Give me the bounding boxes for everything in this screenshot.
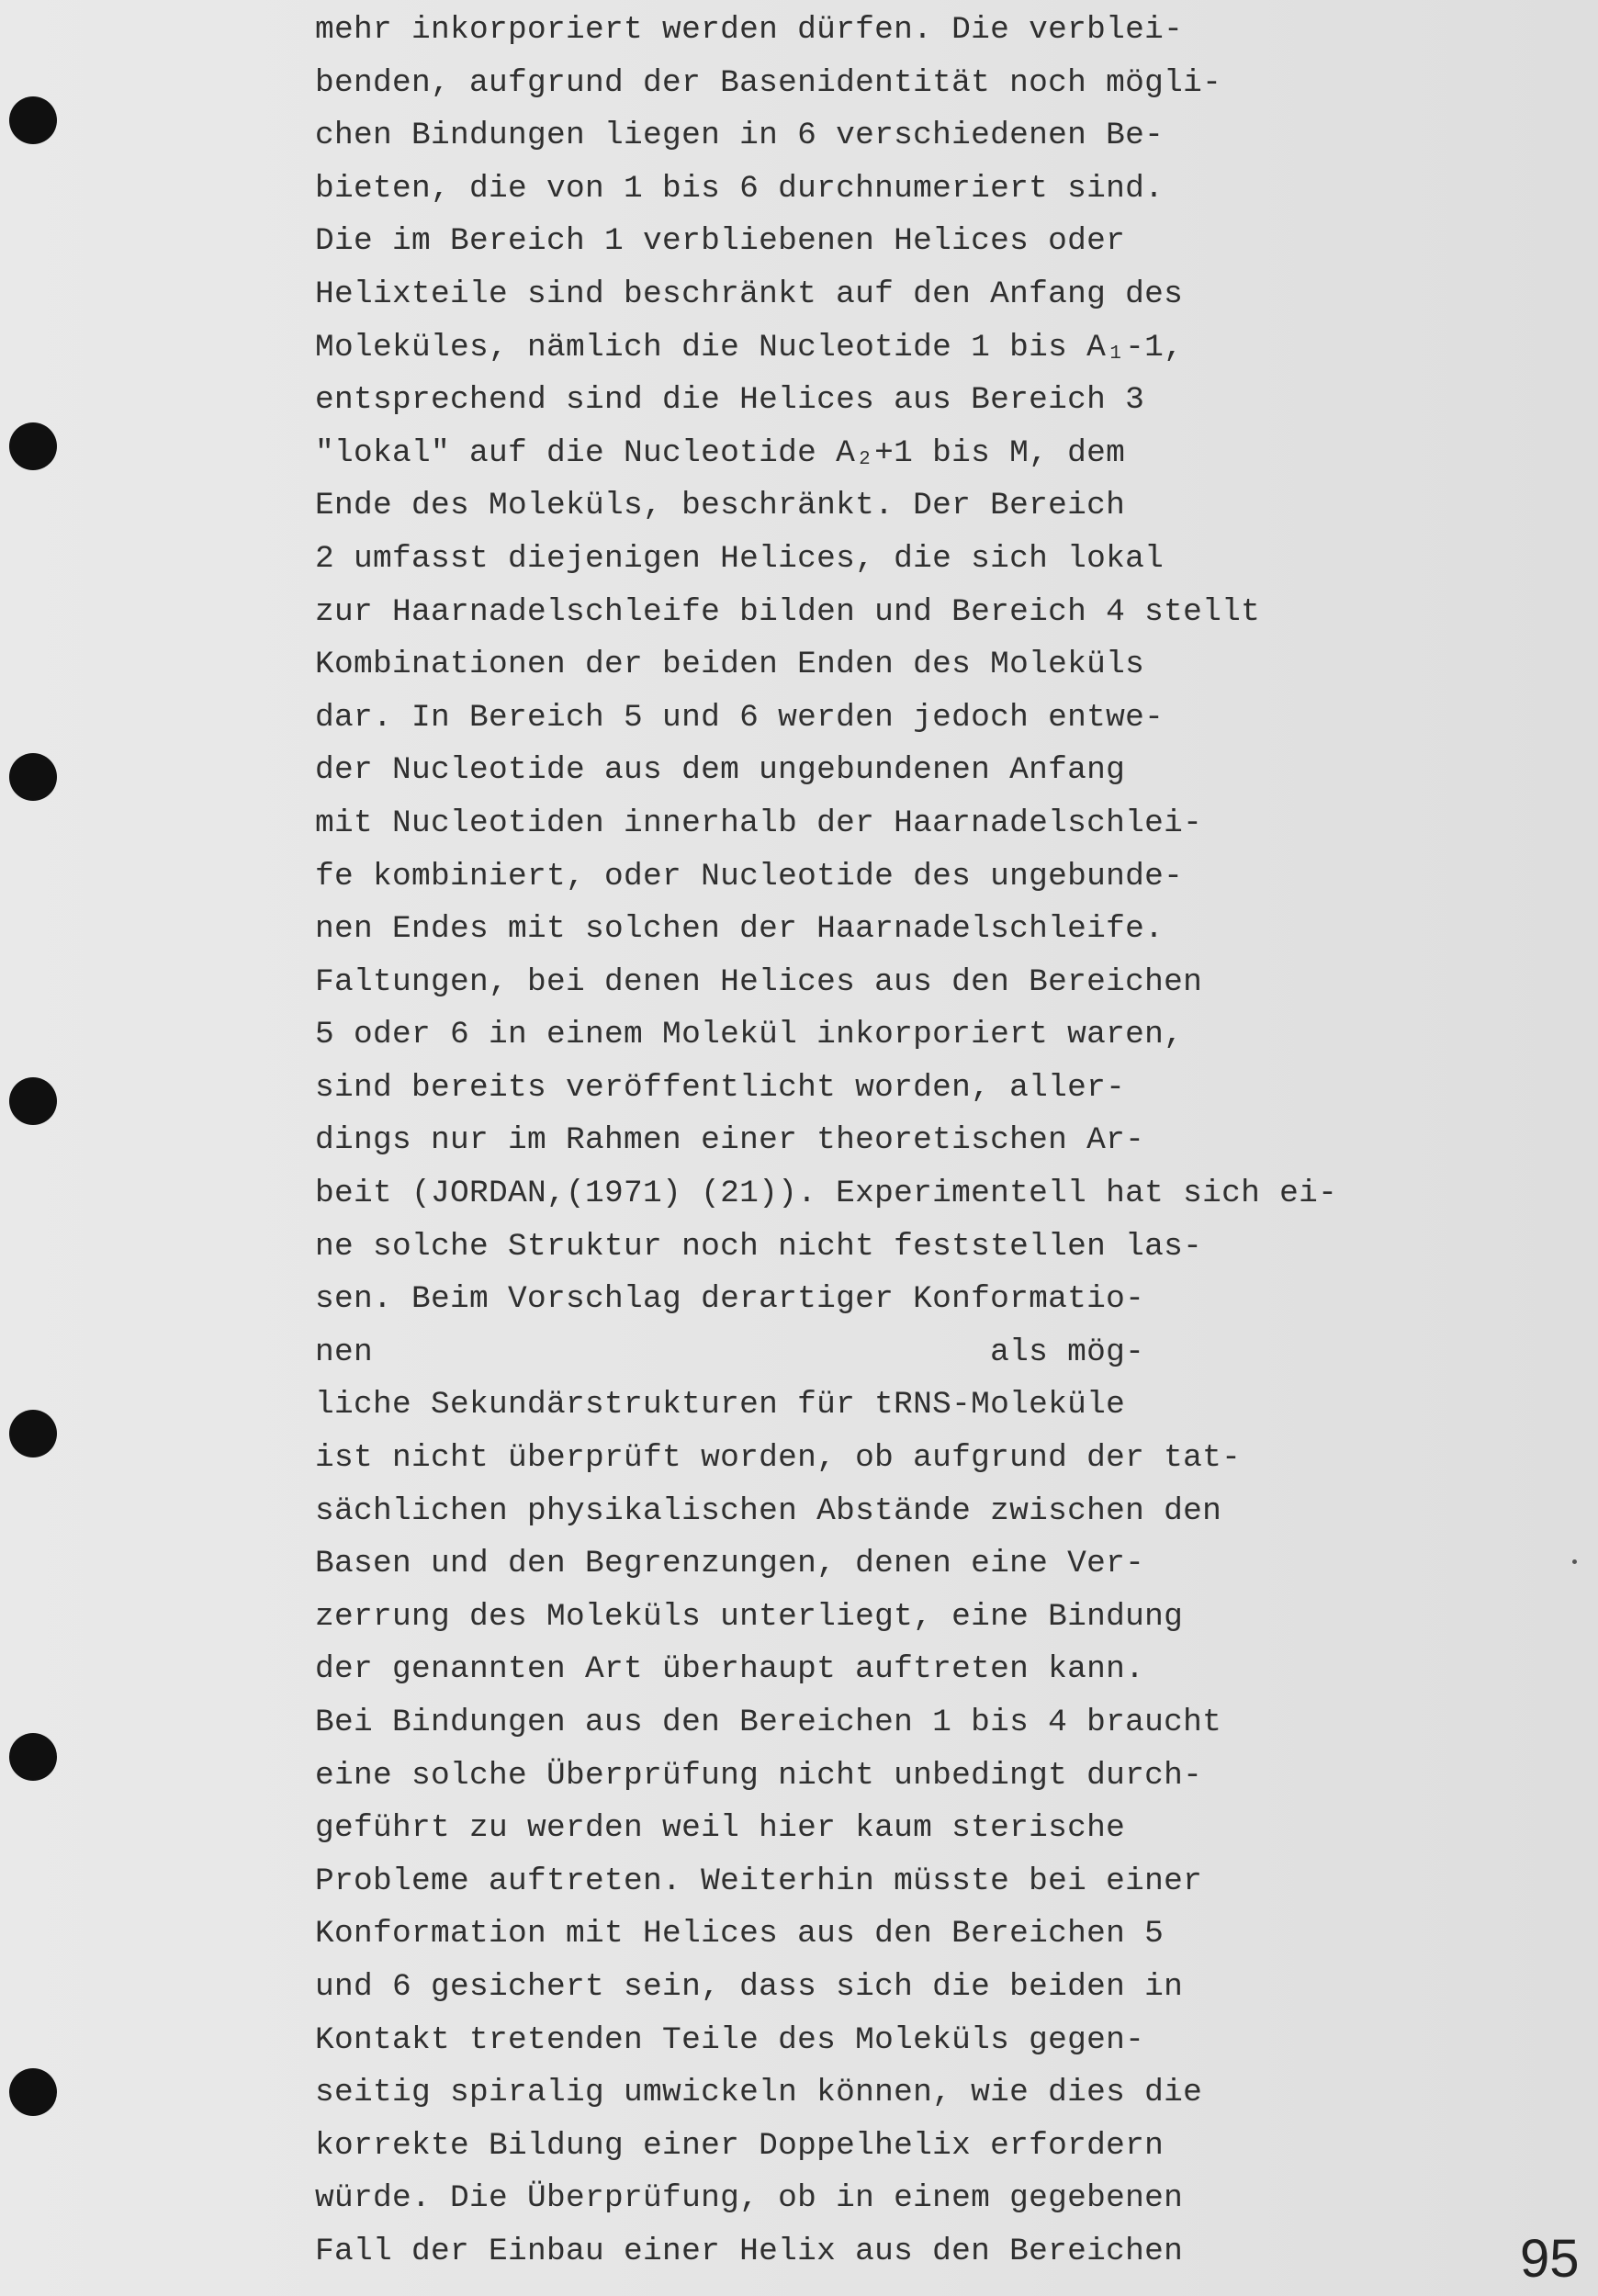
text-line: sen. Beim Vorschlag derartiger Konformatio- <box>315 1281 1145 1318</box>
punch-hole <box>9 1410 57 1458</box>
text-line: Probleme auftreten. Weiterhin müsste bei einer <box>315 1863 1203 1899</box>
text-line: Basen und den Begrenzungen, denen eine Ver- <box>315 1546 1145 1582</box>
text-line: Ende des Moleküls, beschränkt. Der Bereich <box>315 488 1126 524</box>
text-line: dar. In Bereich 5 und 6 werden jedoch entwe- <box>315 699 1165 736</box>
text-line: mit Nucleotiden innerhalb der Haarnadelschlei- <box>315 805 1203 841</box>
text-line: beit (JORDAN,(1971) (21)). Experimentell hat sich ei- <box>315 1176 1338 1212</box>
text-line: 5 oder 6 in einem Molekül inkorporiert waren, <box>315 1017 1184 1053</box>
text-line: sind bereits veröffentlicht worden, aller- <box>315 1069 1126 1106</box>
punch-hole <box>9 422 57 470</box>
text-line: Faltungen, bei denen Helices aus den Bereichen <box>315 963 1203 1000</box>
text-line: mehr inkorporiert werden dürfen. Die verblei- <box>315 12 1184 48</box>
page-number: 95 <box>1520 2229 1580 2289</box>
text-line: zerrung des Moleküls unterliegt, eine Bindung <box>315 1598 1184 1635</box>
text-line: der genannten Art überhaupt auftreten kann. <box>315 1651 1145 1688</box>
text-line: dings nur im Rahmen einer theoretischen Ar- <box>315 1122 1145 1159</box>
text-line: Konformation mit Helices aus den Bereichen 5 <box>315 1916 1165 1953</box>
punch-hole <box>9 96 57 144</box>
text-line: Helixteile sind beschränkt auf den Anfang des <box>315 276 1184 312</box>
text-line: würde. Die Überprüfung, ob in einem gegebenen <box>315 2180 1184 2217</box>
punch-hole <box>9 753 57 801</box>
text-line: Fall der Einbau einer Helix aus den Bereichen <box>315 2233 1184 2269</box>
text-line: liche Sekundärstrukturen für tRNS-Moleküle <box>315 1387 1126 1424</box>
text-line: korrekte Bildung einer Doppelhelix erfordern <box>315 2127 1165 2164</box>
text-line: sächlichen physikalischen Abstände zwischen den <box>315 1492 1222 1529</box>
punch-hole <box>9 2068 57 2116</box>
punch-hole <box>9 1077 57 1125</box>
text-line: 2 umfasst diejenigen Helices, die sich lokal <box>315 540 1165 577</box>
text-line: zur Haarnadelschleife bilden und Bereich 4 stellt <box>315 593 1261 630</box>
ink-speck <box>1572 1559 1577 1564</box>
typewritten-text <box>315 4 1564 2279</box>
text-line: "lokal" auf die Nucleotide A₂+1 bis M, dem <box>315 434 1126 471</box>
text-line: der Nucleotide aus dem ungebundenen Anfang <box>315 752 1126 789</box>
text-line: Kombinationen der beiden Enden des Moleküls <box>315 647 1145 683</box>
text-line: seitig spiralig umwickeln können, wie dies die <box>315 2075 1203 2111</box>
text-line: geführt zu werden weil hier kaum sterische <box>315 1810 1126 1847</box>
text-line: benden, aufgrund der Basenidentität noch mögli- <box>315 64 1222 101</box>
text-line: Bei Bindungen aus den Bereichen 1 bis 4 braucht <box>315 1705 1222 1740</box>
text-line: eine solche Überprüfung nicht unbedingt durch- <box>315 1757 1203 1794</box>
text-line: chen Bindungen liegen in 6 verschiedenen Be- <box>315 118 1165 154</box>
text-line: ist nicht überprüft worden, ob aufgrund der tat- <box>315 1440 1242 1477</box>
text-line: nen Endes mit solchen der Haarnadelschleife. <box>315 911 1165 948</box>
text-line: und 6 gesichert sein, dass sich die beiden in <box>315 1968 1184 2005</box>
punch-hole <box>9 1733 57 1781</box>
text-line: ne solche Struktur noch nicht feststellen las- <box>315 1228 1203 1265</box>
punch-holes <box>9 0 64 2296</box>
text-line: entsprechend sind die Helices aus Bereich 3 <box>315 382 1145 419</box>
text-line: Kontakt tretenden Teile des Moleküls gegen- <box>315 2021 1145 2058</box>
text-line: Moleküles, nämlich die Nucleotide 1 bis A₁-1, <box>315 329 1184 366</box>
text-line: nen als mög- <box>315 1334 1145 1370</box>
text-line: Die im Bereich 1 verbliebenen Helices oder <box>315 223 1126 260</box>
text-line: fe kombiniert, oder Nucleotide des ungebunde- <box>315 858 1184 895</box>
text-line: bieten, die von 1 bis 6 durchnumeriert sind. <box>315 170 1165 207</box>
